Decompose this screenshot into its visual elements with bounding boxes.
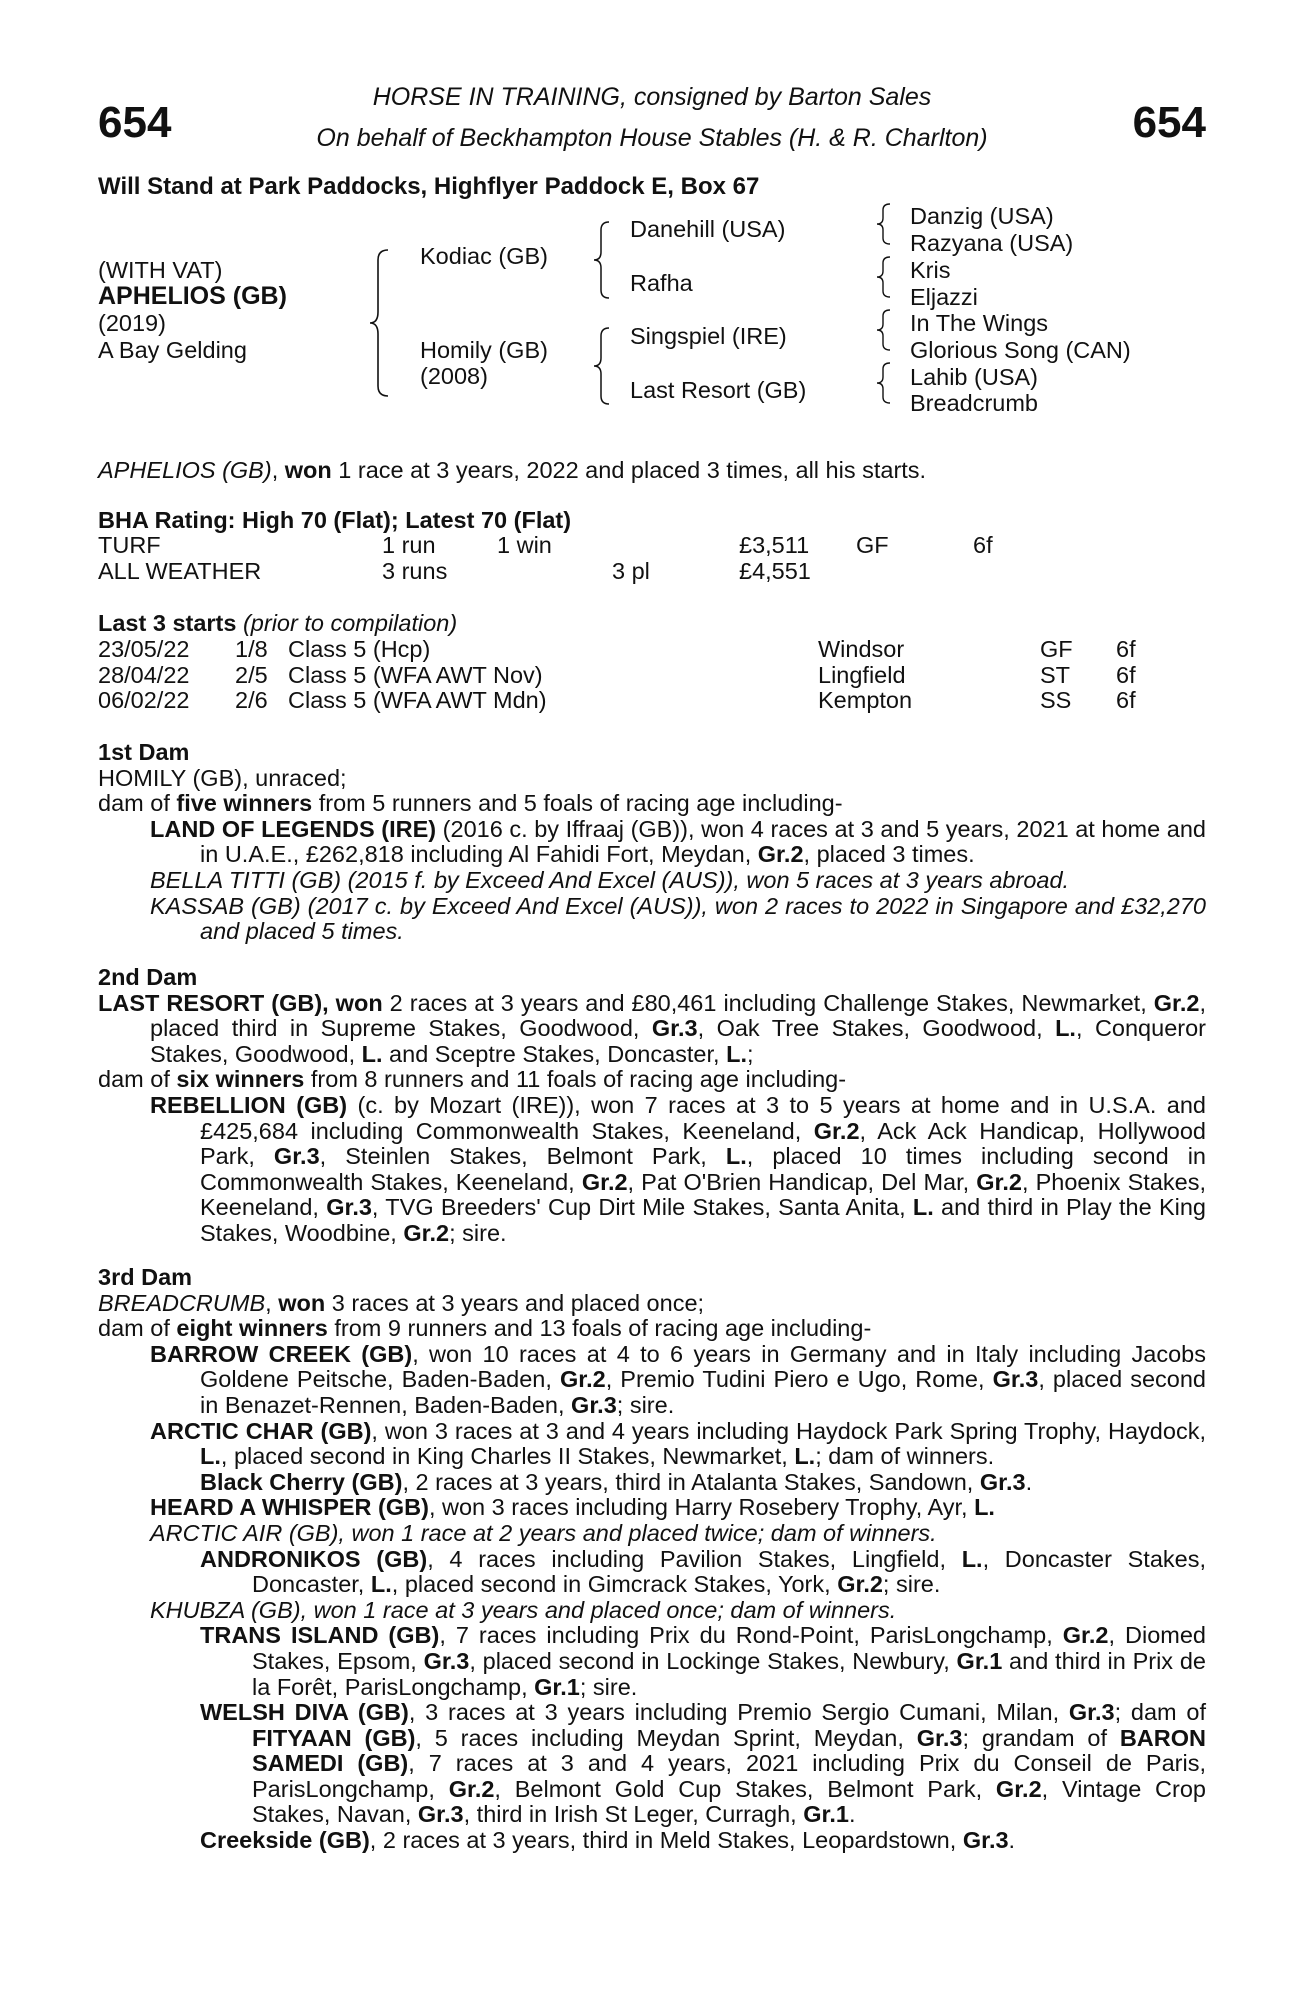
pedigree-brace-sire	[591, 220, 613, 300]
first-dam-section	[98, 740, 1206, 945]
produce-entry: BELLA TITTI (GB) (2015 f. by Exceed And Excel (AUS)), won 5 races at 3 years abroad.	[150, 866, 1070, 893]
produce-entry: WELSH DIVA (GB), 3 races at 3 years including Premio Sergio Cumani, Milan, Gr.3; dam of FITYAAN (GB), 5 races including Meydan Sprint, Meydan, Gr.3; grandam of BARON SAMEDI (GB), 7 races at 3 and 4 years, 2021 including Prix du Conseil de Paris, ParisLongchamp, Gr.2, Belmont Gold Cup Stakes, Belmont Park, Gr.2, Vintage Crop Stakes, Navan, Gr.3, third in Irish St Leger, Curragh, Gr.1.	[200, 1699, 1207, 1828]
produce-entry: Creekside (GB), 2 races at 3 years, third in Meld Stakes, Leopardstown, Gr.3.	[200, 1827, 1016, 1854]
pedigree-ssd: Razyana (USA)	[910, 230, 1074, 256]
section-title: 3rd Dam	[98, 1264, 193, 1290]
pedigree-sire-sire: Danehill (USA)	[630, 216, 786, 242]
pedigree-dss: In The Wings	[910, 310, 1049, 336]
produce-entry: Black Cherry (GB), 2 races at 3 years, third in Atalanta Stakes, Sandown, Gr.3.	[200, 1468, 1033, 1495]
stable-location: Will Stand at Park Paddocks, Highflyer Paddock E, Box 67	[98, 173, 760, 200]
pedigree-brace-4	[874, 361, 894, 405]
lot-number-left: 654	[98, 98, 172, 147]
pedigree-dsd: Glorious Song (CAN)	[910, 337, 1131, 363]
rating-row-aw: ALL WEATHER 3 runs 3 pl £4,551	[98, 557, 811, 584]
produce-entry: KHUBZA (GB), won 1 race at 3 years and placed once; dam of winners.	[150, 1596, 897, 1623]
produce-entry: TRANS ISLAND (GB), 7 races including Prix du Rond-Point, ParisLongchamp, Gr.2, Diomed Stakes, Epsom, Gr.3, placed second in Lockinge Stakes, Newbury, Gr.1 and third in Prix de la Forêt, ParisLongchamp, Gr.1; sire.	[200, 1622, 1206, 1700]
race-summary: APHELIOS (GB), won 1 race at 3 years, 2022 and placed 3 times, all his starts.	[98, 457, 927, 483]
pedigree-ddd: Breadcrumb	[910, 390, 1038, 416]
horse-year: (2019)	[98, 310, 166, 336]
produce-entry: REBELLION (GB) (c. by Mozart (IRE)), won 7 races at 3 to 5 years at home and in U.S.A. and £425,684 including Commonwealth Stakes, Keeneland, Gr.2, Ack Ack Handicap, Hollywood Park, Gr.3, Steinlen Stakes, Belmont Park, L., placed 10 times including second in Commonwealth Stakes, Keeneland, Gr.2, Pat O'Brien Handicap, Del Mar, Gr.2, Phoenix Stakes, Keeneland, Gr.3, TVG Breeders' Cup Dirt Mile Stakes, Santa Anita, L. and third in Play the King Stakes, Woodbine, Gr.2; sire.	[150, 1091, 1206, 1246]
third-dam-section	[98, 1265, 1206, 1854]
dam-produce-line: dam of eight winners from 9 runners and 13 foals of racing age including-	[98, 1315, 872, 1342]
last-starts-title: Last 3 starts (prior to compilation)	[98, 610, 458, 636]
pedigree-brace-2	[874, 255, 894, 299]
pedigree-dam-sire: Singspiel (IRE)	[630, 323, 787, 349]
pedigree-brace-1	[874, 202, 894, 246]
lot-number-right: 654	[1132, 98, 1206, 147]
dam-line: BREADCRUMB, won 3 races at 3 years and placed once;	[98, 1289, 705, 1316]
produce-entry: HEARD A WHISPER (GB), won 3 races including Harry Rosebery Trophy, Ayr, L.	[150, 1494, 995, 1521]
horse-description: A Bay Gelding	[98, 337, 247, 363]
dam-produce-line: dam of five winners from 5 runners and 5 foals of racing age including-	[98, 790, 843, 817]
produce-entry: ANDRONIKOS (GB), 4 races including Pavilion Stakes, Lingfield, L., Doncaster Stakes, Doncaster, L., placed second in Gimcrack Stakes, York, Gr.2; sire.	[200, 1545, 1206, 1598]
produce-entry: ARCTIC AIR (GB), won 1 race at 2 years and placed twice; dam of winners.	[150, 1519, 937, 1546]
pedigree-dam-year: (2008)	[420, 363, 488, 389]
section-title: 2nd Dam	[98, 964, 198, 990]
consignor-line: On behalf of Beckhampton House Stables (H. & R. Charlton)	[316, 124, 988, 152]
produce-entry: BARROW CREEK (GB), won 10 races at 4 to 6 years in Germany and in Italy including Jacobs Goldene Peitsche, Baden-Baden, Gr.2, Premio Tudini Piero e Ugo, Rome, Gr.3, placed second in Benazet-Rennen, Baden-Baden, Gr.3; sire.	[150, 1340, 1206, 1418]
produce-entry: LAND OF LEGENDS (IRE) (2016 c. by Iffraaj (GB)), won 4 races at 3 and 5 years, 2021 at home and in U.A.E., £262,818 including Al Fahidi Fort, Meydan, Gr.2, placed 3 times.	[150, 815, 1206, 868]
horse-name: APHELIOS (GB)	[98, 282, 287, 310]
pedigree-brace-3	[874, 308, 894, 352]
pedigree-dam-dam: Last Resort (GB)	[630, 377, 807, 403]
start-row: 06/02/22 2/6 Class 5 (WFA AWT Mdn) Kempton SS 6f	[98, 687, 1136, 714]
pedigree-sire: Kodiac (GB)	[420, 243, 548, 269]
pedigree-sss: Danzig (USA)	[910, 203, 1054, 229]
pedigree-brace-main	[368, 248, 394, 398]
pedigree-sdd: Eljazzi	[910, 284, 978, 310]
consignment-line: HORSE IN TRAINING, consigned by Barton Sales	[372, 83, 932, 111]
dam-produce-line: dam of six winners from 8 runners and 11 foals of racing age including-	[98, 1066, 847, 1093]
pedigree-sire-dam: Rafha	[630, 270, 693, 296]
bha-rating: BHA Rating: High 70 (Flat); Latest 70 (Flat)	[98, 507, 572, 533]
section-title: 1st Dam	[98, 739, 190, 765]
dam-line: LAST RESORT (GB), won 2 races at 3 years and £80,461 including Challenge Stakes, Newmarket, Gr.2, placed third in Supreme Stakes, Goodwood, Gr.3, Oak Tree Stakes, Goodwood, L., Conqueror Stakes, Goodwood, L. and Sceptre Stakes, Doncaster, L.;	[98, 989, 1206, 1067]
start-row: 23/05/22 1/8 Class 5 (Hcp) Windsor GF 6f	[98, 636, 1136, 662]
second-dam-section	[98, 965, 1206, 1247]
vat-note: (WITH VAT)	[98, 257, 223, 283]
start-row: 28/04/22 2/5 Class 5 (WFA AWT Nov) Lingfield ST 6f	[98, 661, 1136, 688]
produce-entry: KASSAB (GB) (2017 c. by Exceed And Excel (AUS)), won 2 races to 2022 in Singapore and £32,270 and placed 5 times.	[150, 892, 1206, 945]
pedigree-dam: Homily (GB)	[420, 337, 548, 363]
pedigree-dds: Lahib (USA)	[910, 364, 1038, 390]
pedigree-brace-dam	[591, 326, 613, 406]
produce-entry: ARCTIC CHAR (GB), won 3 races at 3 and 4 years including Haydock Park Spring Trophy, Haydock, L., placed second in King Charles II Stakes, Newmarket, L.; dam of winners.	[150, 1417, 1206, 1470]
dam-line: HOMILY (GB), unraced;	[98, 764, 347, 791]
pedigree-sds: Kris	[910, 257, 951, 283]
rating-row-turf: TURF 1 run 1 win £3,511 GF 6f ALL WEATHER 3 runs 3 pl £4,551	[98, 533, 1206, 584]
last-starts-table	[98, 637, 1206, 714]
